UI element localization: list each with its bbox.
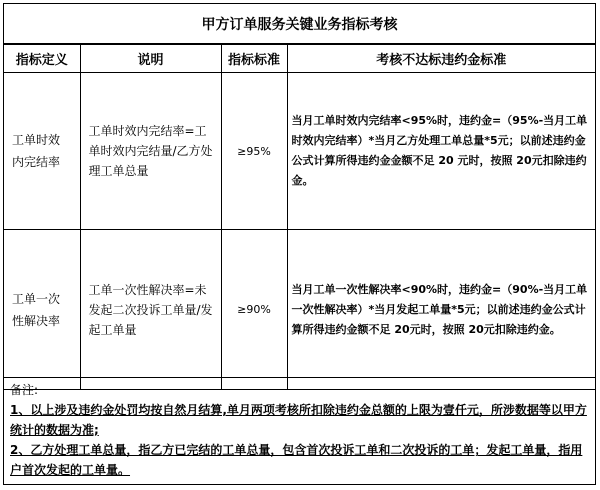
- notes-section: [4, 377, 595, 485]
- note-item: 1、以上涉及违约金处罚均按自然月结算,单月两项考核所扣除违约金总额的上限为壹仟元，所涉数据等以甲方统计的数据为准;: [10, 403, 587, 437]
- notes-heading: 备注:: [10, 383, 39, 397]
- document-title: 甲方订单服务关键业务指标考核: [4, 4, 595, 44]
- assessment-document: [3, 3, 596, 485]
- row-definition: 工单一次性解决率: [4, 230, 80, 390]
- header-standard: 指标标准: [221, 45, 287, 73]
- row-penalty-criteria: 当月工单一次性解决率<90%时，违约金=（90%-当月工单一次性解决率）*当月发起工单量*5元；以前述违约金公式计算所得违约金额不足 20元时，按照 20元扣除违约金。: [287, 230, 595, 390]
- row-standard: ≥95%: [221, 73, 287, 230]
- kpi-table: [4, 44, 595, 390]
- table-row: [4, 230, 595, 390]
- note-item: 2、乙方处理工单总量，指乙方已完结的工单总量，包含首次投诉工单和二次投诉的工单；发起工单量，指用户首次发起的工单量。: [10, 443, 583, 477]
- row-standard: ≥90%: [221, 230, 287, 390]
- row-description: 工单一次性解决率=未发起二次投诉工单量/发起工单量: [80, 230, 221, 390]
- row-description: 工单时效内完结率=工单时效内完结量/乙方处理工单总量: [80, 73, 221, 230]
- table-header-row: [4, 45, 595, 73]
- table-row: [4, 73, 595, 230]
- row-definition: 工单时效内完结率: [4, 73, 80, 230]
- row-penalty-criteria: 当月工单时效内完结率<95%时，违约金=（95%-当月工单时效内完结率）*当月乙方处理工单总量*5元；以前述违约金公式计算所得违约金金额不足 20 元时，按照 20元扣除违约金。: [287, 73, 595, 230]
- header-definition: 指标定义: [4, 45, 80, 73]
- header-description: 说明: [80, 45, 221, 73]
- header-penalty-criteria: 考核不达标违约金标准: [287, 45, 595, 73]
